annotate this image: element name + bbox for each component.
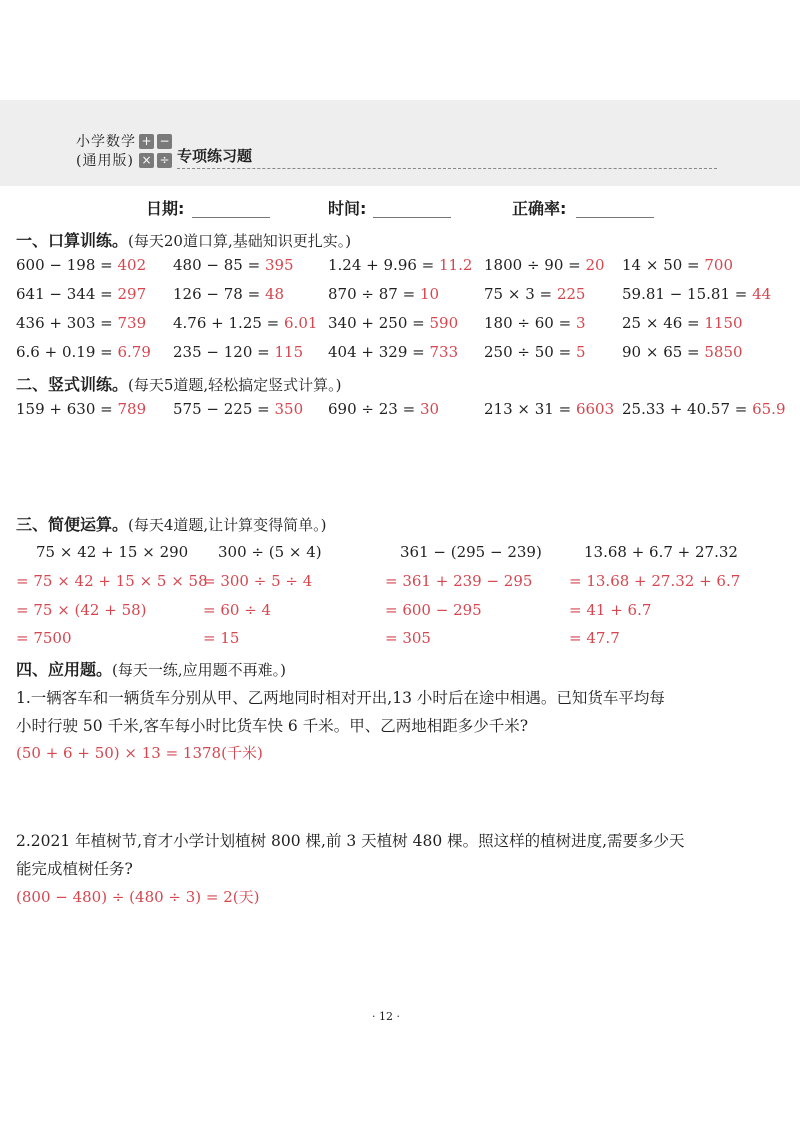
plus-icon: + bbox=[139, 134, 154, 149]
oral-item bbox=[484, 284, 585, 304]
time-blank[interactable] bbox=[373, 217, 451, 218]
oral-item bbox=[328, 342, 458, 362]
section-note: (每天20道口算,基础知识更扎实。) bbox=[128, 232, 352, 250]
oral-item bbox=[173, 342, 303, 362]
question: 25.33 + 40.57 = bbox=[622, 400, 753, 418]
section-title: 四、应用题。 bbox=[16, 660, 113, 679]
section-application-heading bbox=[16, 657, 286, 680]
question: 6.6 + 0.19 = bbox=[16, 343, 118, 361]
answer: 6.01 bbox=[284, 314, 318, 332]
question: 14 × 50 = bbox=[622, 256, 705, 274]
answer: 733 bbox=[429, 343, 459, 361]
vertical-item bbox=[16, 399, 146, 419]
question: 4.76 + 1.25 = bbox=[173, 314, 285, 332]
simplify-step: = 75 × (42 + 58) bbox=[16, 601, 147, 619]
answer: 115 bbox=[274, 343, 304, 361]
date-blank[interactable] bbox=[192, 217, 270, 218]
oral-item bbox=[16, 255, 146, 275]
section-title: 二、竖式训练。 bbox=[16, 375, 129, 394]
oral-item bbox=[16, 313, 146, 333]
problem-2-line-1: 2.2021 年植树节,育才小学计划植树 800 棵,前 3 天植树 480 棵。照这样的植树进度,需要多少天 bbox=[16, 832, 685, 850]
oral-item bbox=[622, 284, 771, 304]
simplify-question: 13.68 + 6.7 + 27.32 bbox=[584, 543, 738, 561]
page-top-margin bbox=[0, 0, 800, 100]
oral-item bbox=[16, 284, 146, 304]
section-vertical-heading bbox=[16, 372, 342, 395]
simplify-step: = 600 − 295 bbox=[385, 601, 482, 619]
date-fields-row bbox=[0, 196, 800, 222]
question: 126 − 78 = bbox=[173, 285, 265, 303]
simplify-step: = 75 × 42 + 15 × 5 × 58 bbox=[16, 572, 208, 590]
question: 180 ÷ 60 = bbox=[484, 314, 576, 332]
answer: 225 bbox=[556, 285, 586, 303]
divide-icon: ÷ bbox=[157, 153, 172, 168]
question: 870 ÷ 87 = bbox=[328, 285, 420, 303]
question: 1.24 + 9.96 = bbox=[328, 256, 440, 274]
times-icon: × bbox=[139, 153, 154, 168]
answer: 30 bbox=[419, 400, 440, 418]
question: 250 ÷ 50 = bbox=[484, 343, 576, 361]
problem-2-answer: (800 − 480) ÷ (480 ÷ 3) = 2(天) bbox=[16, 888, 260, 906]
section-note: (每天5道题,轻松搞定竖式计算。) bbox=[128, 376, 342, 394]
problem-1-line-1: 1.一辆客车和一辆货车分别从甲、乙两地同时相对开出,13 小时后在途中相遇。已知货车平均每 bbox=[16, 689, 665, 707]
answer: 402 bbox=[117, 256, 147, 274]
answer: 65.9 bbox=[752, 400, 786, 418]
problem-1-line-2: 小时行驶 50 千米,客车每小时比货车快 6 千米。甲、乙两地相距多少千米? bbox=[16, 717, 529, 735]
oral-item bbox=[484, 313, 585, 333]
time-label: 时间: bbox=[328, 199, 367, 218]
answer: 10 bbox=[419, 285, 440, 303]
vertical-item bbox=[484, 399, 614, 419]
oral-item bbox=[173, 255, 294, 275]
simplify-step: = 47.7 bbox=[569, 629, 620, 647]
oral-item bbox=[484, 342, 585, 362]
oral-item bbox=[622, 313, 743, 333]
question: 1800 ÷ 90 = bbox=[484, 256, 586, 274]
question: 404 + 329 = bbox=[328, 343, 430, 361]
simplify-question: 361 − (295 − 239) bbox=[400, 543, 542, 561]
answer: 5850 bbox=[704, 343, 743, 361]
section-title: 三、简便运算。 bbox=[16, 515, 129, 534]
section-simplify-heading bbox=[16, 512, 327, 535]
simplify-step: = 7500 bbox=[16, 629, 72, 647]
question: 235 − 120 = bbox=[173, 343, 275, 361]
accuracy-blank[interactable] bbox=[576, 217, 654, 218]
answer: 6603 bbox=[575, 400, 615, 418]
oral-item bbox=[16, 342, 151, 362]
operator-icons bbox=[139, 134, 173, 170]
section-note: (每天一练,应用题不再难。) bbox=[112, 661, 286, 679]
answer: 44 bbox=[752, 285, 772, 303]
oral-item bbox=[622, 342, 743, 362]
vertical-item bbox=[173, 399, 303, 419]
answer: 297 bbox=[117, 285, 147, 303]
answer: 11.2 bbox=[439, 256, 473, 274]
question: 159 + 630 = bbox=[16, 400, 118, 418]
oral-item bbox=[328, 313, 458, 333]
oral-item bbox=[622, 255, 733, 275]
answer: 590 bbox=[429, 314, 459, 332]
series-brand bbox=[76, 133, 136, 171]
simplify-step: = 305 bbox=[385, 629, 431, 647]
header-divider bbox=[177, 168, 717, 169]
simplify-step: = 60 ÷ 4 bbox=[203, 601, 272, 619]
simplify-step: = 13.68 + 27.32 + 6.7 bbox=[569, 572, 741, 590]
simplify-question: 75 × 42 + 15 × 290 bbox=[36, 543, 189, 561]
accuracy-label: 正确率: bbox=[512, 199, 567, 218]
answer: 48 bbox=[264, 285, 285, 303]
answer: 1150 bbox=[704, 314, 743, 332]
section-note: (每天4道题,让计算变得简单。) bbox=[128, 516, 327, 534]
answer: 20 bbox=[585, 256, 605, 274]
brand-line-2: (通用版) bbox=[76, 153, 134, 169]
simplify-step: = 15 bbox=[203, 629, 240, 647]
oral-item bbox=[484, 255, 605, 275]
brand-line-1: 小学数学 bbox=[76, 134, 136, 150]
simplify-step: = 361 + 239 − 295 bbox=[385, 572, 533, 590]
oral-item bbox=[173, 284, 284, 304]
vertical-item bbox=[622, 399, 786, 419]
question: 340 + 250 = bbox=[328, 314, 430, 332]
question: 59.81 − 15.81 = bbox=[622, 285, 753, 303]
question: 436 + 303 = bbox=[16, 314, 118, 332]
worksheet-title: 专项练习题 bbox=[177, 147, 253, 165]
question: 213 × 31 = bbox=[484, 400, 576, 418]
answer: 350 bbox=[274, 400, 304, 418]
question: 25 × 46 = bbox=[622, 314, 705, 332]
answer: 700 bbox=[704, 256, 734, 274]
question: 641 − 344 = bbox=[16, 285, 118, 303]
problem-2-line-2: 能完成植树任务? bbox=[16, 860, 133, 878]
oral-item bbox=[328, 284, 439, 304]
answer: 5 bbox=[575, 343, 586, 361]
section-oral-heading bbox=[16, 228, 351, 251]
vertical-item bbox=[328, 399, 439, 419]
section-title: 一、口算训练。 bbox=[16, 231, 129, 250]
simplify-step: = 41 + 6.7 bbox=[569, 601, 652, 619]
simplify-step: = 300 ÷ 5 ÷ 4 bbox=[203, 572, 313, 590]
question: 575 − 225 = bbox=[173, 400, 275, 418]
answer: 789 bbox=[117, 400, 147, 418]
answer: 395 bbox=[264, 256, 294, 274]
answer: 3 bbox=[575, 314, 586, 332]
minus-icon: − bbox=[157, 134, 172, 149]
question: 75 × 3 = bbox=[484, 285, 557, 303]
page-number: · 12 · bbox=[372, 1010, 400, 1023]
simplify-question: 300 ÷ (5 × 4) bbox=[218, 543, 322, 561]
answer: 739 bbox=[117, 314, 147, 332]
problem-1-answer: (50 + 6 + 50) × 13 = 1378(千米) bbox=[16, 744, 263, 762]
date-label: 日期: bbox=[146, 199, 185, 218]
question: 90 × 65 = bbox=[622, 343, 705, 361]
answer: 6.79 bbox=[117, 343, 151, 361]
oral-item bbox=[173, 313, 317, 333]
question: 690 ÷ 23 = bbox=[328, 400, 420, 418]
question: 480 − 85 = bbox=[173, 256, 265, 274]
question: 600 − 198 = bbox=[16, 256, 118, 274]
oral-item bbox=[328, 255, 472, 275]
